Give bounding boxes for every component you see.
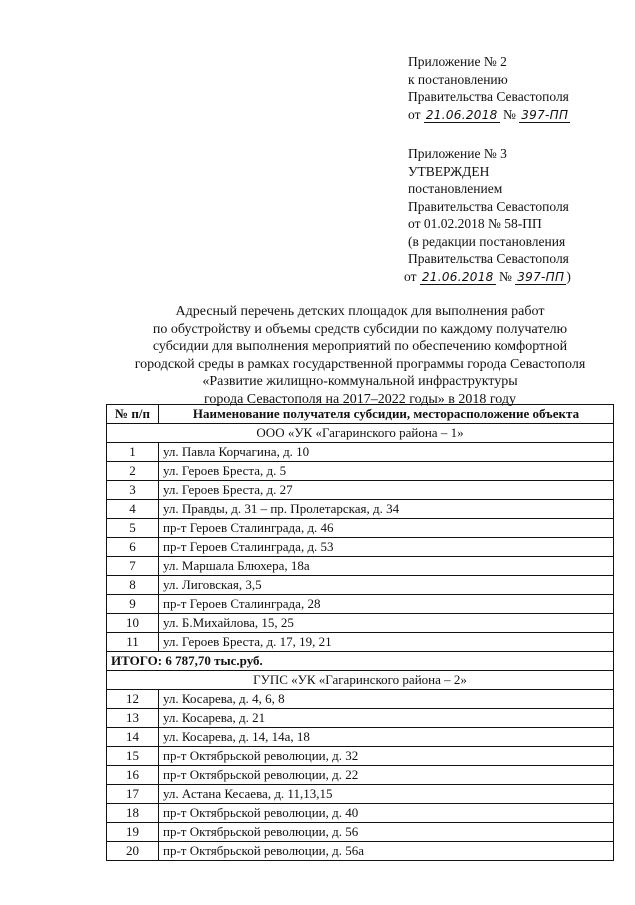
table-header-row [107, 405, 614, 424]
row-address: ул. Героев Бреста, д. 27 [159, 481, 614, 500]
row-number: 14 [107, 728, 159, 747]
column-header-recipient: Наименование получателя субсидии, месторасположение объекта [159, 405, 614, 424]
row-address: пр-т Героев Сталинграда, д. 53 [159, 538, 614, 557]
appendix-3-title: Приложение № 3 [408, 146, 507, 161]
appendix-3-date: 21.06.2018 [421, 269, 494, 284]
row-address: ул. Косарева, д. 21 [159, 709, 614, 728]
appendix-3-close-paren: ) [566, 268, 571, 284]
row-address: ул. Косарева, д. 4, 6, 8 [159, 690, 614, 709]
appendix-3-approved: УТВЕРЖДЕН [408, 163, 490, 179]
row-address: пр-т Героев Сталинграда, д. 46 [159, 519, 614, 538]
row-number: 11 [107, 633, 159, 652]
appendix-2-from: от [408, 106, 421, 122]
row-number: 7 [107, 557, 159, 576]
row-address: пр-т Октябрьской революции, д. 22 [159, 766, 614, 785]
row-address: пр-т Октябрьской революции, д. 56 [159, 823, 614, 842]
table-row [107, 633, 614, 652]
appendix-2-date: 21.06.2018 [425, 107, 498, 122]
row-address: ул. Павла Корчагина, д. 10 [159, 443, 614, 462]
appendix-2-subtitle: к постановлению [408, 71, 508, 87]
row-address: ул. Астана Кесаева, д. 11,13,15 [159, 785, 614, 804]
row-number: 2 [107, 462, 159, 481]
appendix-3-edition-authority: Правительства Севастополя [408, 251, 569, 266]
group-row [107, 671, 614, 690]
table-body [107, 424, 614, 861]
row-address: ул. Лиговская, 3,5 [159, 576, 614, 595]
row-number: 6 [107, 538, 159, 557]
table-row [107, 462, 614, 481]
row-number: 1 [107, 443, 159, 462]
row-address: пр-т Героев Сталинграда, 28 [159, 595, 614, 614]
group-row [107, 424, 614, 443]
table-row [107, 614, 614, 633]
row-number: 16 [107, 766, 159, 785]
row-number: 18 [107, 804, 159, 823]
table-row [107, 747, 614, 766]
appendix-2-num-label: № [502, 106, 516, 122]
table-row [107, 595, 614, 614]
table-row [107, 823, 614, 842]
appendix-2-title: Приложение № 2 [408, 54, 507, 69]
table-row [107, 576, 614, 595]
appendix-3-authority: Правительства Севастополя [408, 198, 569, 214]
appendix-3-num-label: № [498, 268, 512, 284]
appendix-3-edition-note: (в редакции постановления [408, 233, 566, 249]
document-title [110, 304, 610, 409]
row-address: ул. Б.Михайлова, 15, 25 [159, 614, 614, 633]
row-number: 13 [107, 709, 159, 728]
table-row [107, 557, 614, 576]
playgrounds-table [106, 404, 614, 861]
appendix-3-date-line [404, 269, 608, 287]
table-row [107, 519, 614, 538]
table-row [107, 538, 614, 557]
table-row [107, 443, 614, 462]
table-row [107, 804, 614, 823]
table-row [107, 785, 614, 804]
group-name: ГУПС «УК «Гагаринского района – 2» [107, 671, 614, 690]
row-number: 8 [107, 576, 159, 595]
title-line: городской среды в рамках государственной программы города Севастополя [134, 356, 586, 372]
appendix-3-from: от [404, 268, 417, 284]
row-number: 20 [107, 842, 159, 861]
appendix-2-number: 397-ПП [521, 107, 569, 122]
row-number: 19 [107, 823, 159, 842]
row-number: 15 [107, 747, 159, 766]
table-row [107, 728, 614, 747]
table-row [107, 766, 614, 785]
table-row [107, 481, 614, 500]
title-line: города Севастополя на 2017–2022 годы» в 2018 году [203, 391, 517, 407]
row-number: 10 [107, 614, 159, 633]
appendix-3-by-resolution: постановлением [408, 181, 503, 196]
row-address: ул. Героев Бреста, д. 17, 19, 21 [159, 633, 614, 652]
row-address: ул. Правды, д. 31 – пр. Пролетарская, д. 34 [159, 500, 614, 519]
appendix-2-authority: Правительства Севастополя [408, 89, 569, 104]
title-line: Адресный перечень детских площадок для выполнения работ [175, 304, 545, 319]
row-address: пр-т Октябрьской революции, д. 40 [159, 804, 614, 823]
row-address: пр-т Октябрьской революции, д. 32 [159, 747, 614, 766]
row-address: пр-т Октябрьской революции, д. 56а [159, 842, 614, 861]
row-number: 17 [107, 785, 159, 804]
row-number: 5 [107, 519, 159, 538]
group-total: ИТОГО: 6 787,70 тыс.руб. [107, 652, 614, 671]
table-row [107, 500, 614, 519]
row-address: ул. Маршала Блюхера, 18а [159, 557, 614, 576]
total-row [107, 652, 614, 671]
group-name: ООО «УК «Гагаринского района – 1» [107, 424, 614, 443]
row-address: ул. Косарева, д. 14, 14а, 18 [159, 728, 614, 747]
row-number: 3 [107, 481, 159, 500]
table-row [107, 842, 614, 861]
appendix-2-date-line [408, 107, 608, 125]
appendix-3-number: 397-ПП [517, 269, 565, 284]
title-line: по обустройству и объемы средств субсидии по каждому получателю [152, 321, 568, 337]
appendix-2-block [408, 54, 608, 124]
row-number: 4 [107, 500, 159, 519]
table-row [107, 690, 614, 709]
appendix-3-original-ref: от 01.02.2018 № 58-ПП [408, 216, 542, 231]
appendix-3-block [404, 146, 608, 286]
row-number: 12 [107, 690, 159, 709]
title-line: субсидии для выполнения мероприятий по обеспечению комфортной [152, 339, 568, 354]
row-number: 9 [107, 595, 159, 614]
column-header-number: № п/п [107, 405, 159, 424]
row-address: ул. Героев Бреста, д. 5 [159, 462, 614, 481]
title-line: «Развитие жилищно-коммунальной инфраструктуры [202, 374, 518, 389]
table-row [107, 709, 614, 728]
